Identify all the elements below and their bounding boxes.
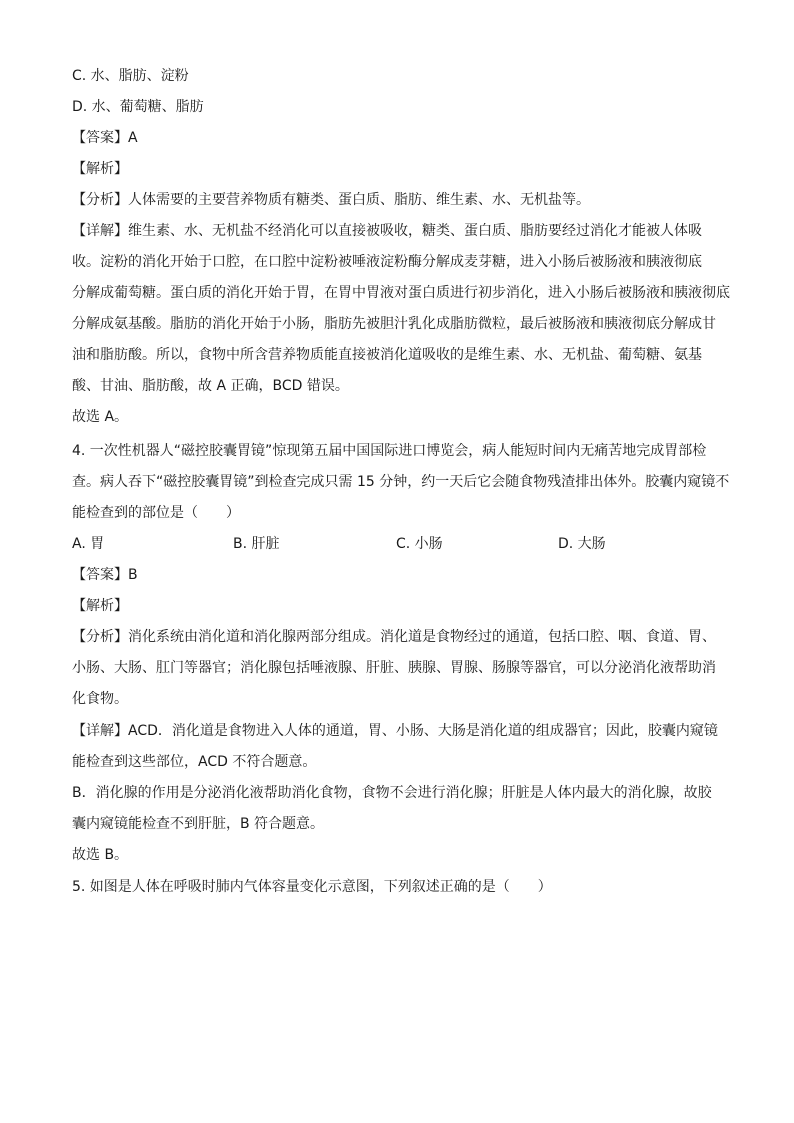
q3-detail-line: 分解成葡萄糖。蛋白质的消化开始于胃，在胃中胃液对蛋白质进行初步消化，进入小肠后被肠液和胰液彻底 [72,285,730,301]
q4-analysis-line: 【分析】消化系统由消化道和消化腺两部分组成。消化道是食物经过的通道，包括口腔、咽、食道、胃、 [72,629,716,645]
q4-stem-line: 能检查到的部位是（ ） [72,505,240,521]
q3-detail-line: 收。淀粉的消化开始于口腔，在口腔中淀粉被唾液淀粉酶分解成麦芽糖，进入小肠后被肠液和胰液彻底 [72,254,702,270]
q3-analysis-label: 【解析】 [72,161,128,177]
q4-analysis-line: 小肠、大肠、肛门等器官；消化腺包括唾液腺、肝脏、胰腺、胃腺、肠腺等器官，可以分泌消化液帮助消 [72,660,716,676]
q3-detail-line: 【详解】维生素、水、无机盐不经消化可以直接被吸收，糖类、蛋白质、脂肪要经过消化才能被人体吸 [72,223,702,239]
q4-detail-line: 囊内窥镜能检查不到肝脏，B 符合题意。 [72,816,325,832]
q4-detail-line: B．消化腺的作用是分泌消化液帮助消化食物，食物不会进行消化腺；肝脏是人体内最大的消化腺，故胶 [72,785,712,801]
q4-stem-line: 查。病人吞下“磁控胶囊胃镜”到检查完成只需 15 分钟，约一天后它会随食物残渣排出体外。胶囊内窥镜不 [72,474,730,490]
q4-option-c: C. 小肠 [396,536,443,552]
q3-detail-line: 酸、甘油、脂肪酸，故 A 正确，BCD 错误。 [72,378,349,394]
q5-stem: 5. 如图是人体在呼吸时肺内气体容量变化示意图，下列叙述正确的是（ ） [72,879,552,895]
q4-analysis-line: 化食物。 [72,691,128,707]
q3-answer: 【答案】A [72,130,138,146]
q4-analysis-label: 【解析】 [72,598,128,614]
q3-detail-line: 油和脂肪酸。所以，食物中所含营养物质能直接被消化道吸收的是维生素、水、无机盐、葡萄糖、氨基 [72,347,702,363]
q4-option-d: D. 大肠 [558,536,606,552]
q3-detail-line: 分解成氨基酸。脂肪的消化开始于小肠，脂肪先被胆汁乳化成脂肪微粒，最后被肠液和胰液彻底分解成甘 [72,316,716,332]
q3-option-c: C. 水、脂肪、淀粉 [72,68,189,84]
q4-detail-line: 能检查到这些部位，ACD 不符合题意。 [72,754,317,770]
q4-option-a: A. 胃 [72,536,105,552]
q4-detail-line: 【详解】ACD．消化道是食物进入人体的通道，胃、小肠、大肠是消化道的组成器官；因此，胶囊内窥镜 [72,723,718,739]
q3-option-d: D. 水、葡萄糖、脂肪 [72,99,204,115]
q4-stem-line: 4. 一次性机器人“磁控胶囊胃镜”惊现第五届中国国际进口博览会，病人能短时间内无痛苦地完成胃部检 [72,443,707,459]
q4-conclusion: 故选 B。 [72,847,129,863]
q4-answer: 【答案】B [72,567,138,583]
q4-option-b: B. 肝脏 [233,536,280,552]
q3-analysis-text: 【分析】人体需要的主要营养物质有糖类、蛋白质、脂肪、维生素、水、无机盐等。 [72,192,590,208]
q3-conclusion: 故选 A。 [72,409,129,425]
